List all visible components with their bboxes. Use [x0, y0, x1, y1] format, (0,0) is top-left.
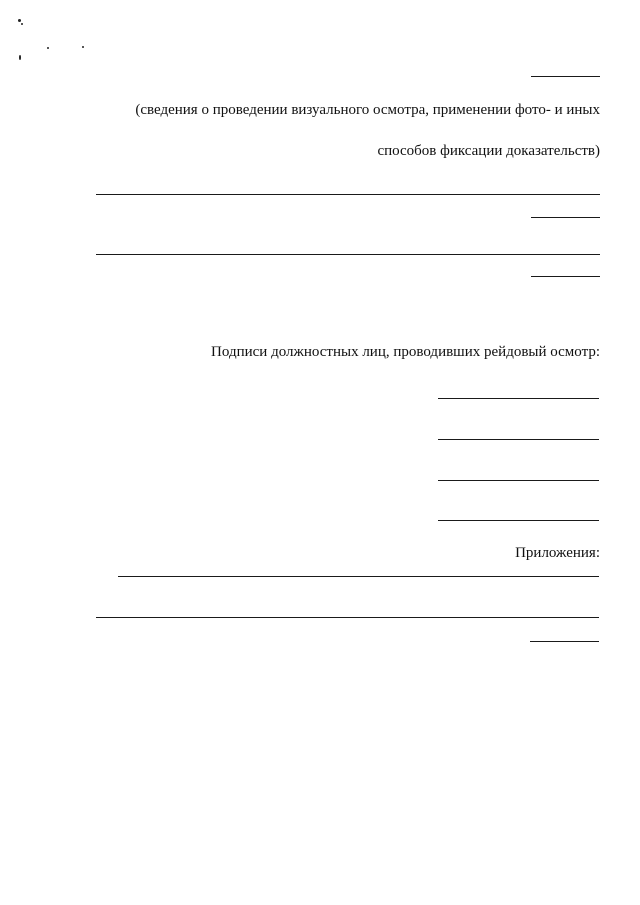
scan-speck	[19, 55, 21, 60]
attachments-heading: Приложения:	[515, 545, 600, 561]
scan-speck	[47, 47, 49, 49]
blank-line-short	[531, 76, 600, 77]
blank-line-short	[531, 217, 600, 218]
scan-speck	[18, 19, 21, 22]
caption-line-2: способов фиксации доказательств)	[377, 143, 600, 159]
blank-line-short	[530, 641, 599, 642]
blank-line-full	[96, 254, 600, 255]
blank-line-full	[96, 617, 599, 618]
blank-line-short	[531, 276, 600, 277]
caption-line-1: (сведения о проведении визуального осмотра, применении фото- и иных	[135, 102, 600, 118]
scan-speck	[21, 23, 23, 25]
signatures-heading: Подписи должностных лиц, проводивших рейдовый осмотр:	[211, 344, 600, 360]
scan-speck	[82, 46, 84, 48]
signature-line	[438, 480, 599, 481]
blank-line-full	[118, 576, 599, 577]
signature-line	[438, 398, 599, 399]
signature-line	[438, 439, 599, 440]
blank-line-full	[96, 194, 600, 195]
signature-line	[438, 520, 599, 521]
